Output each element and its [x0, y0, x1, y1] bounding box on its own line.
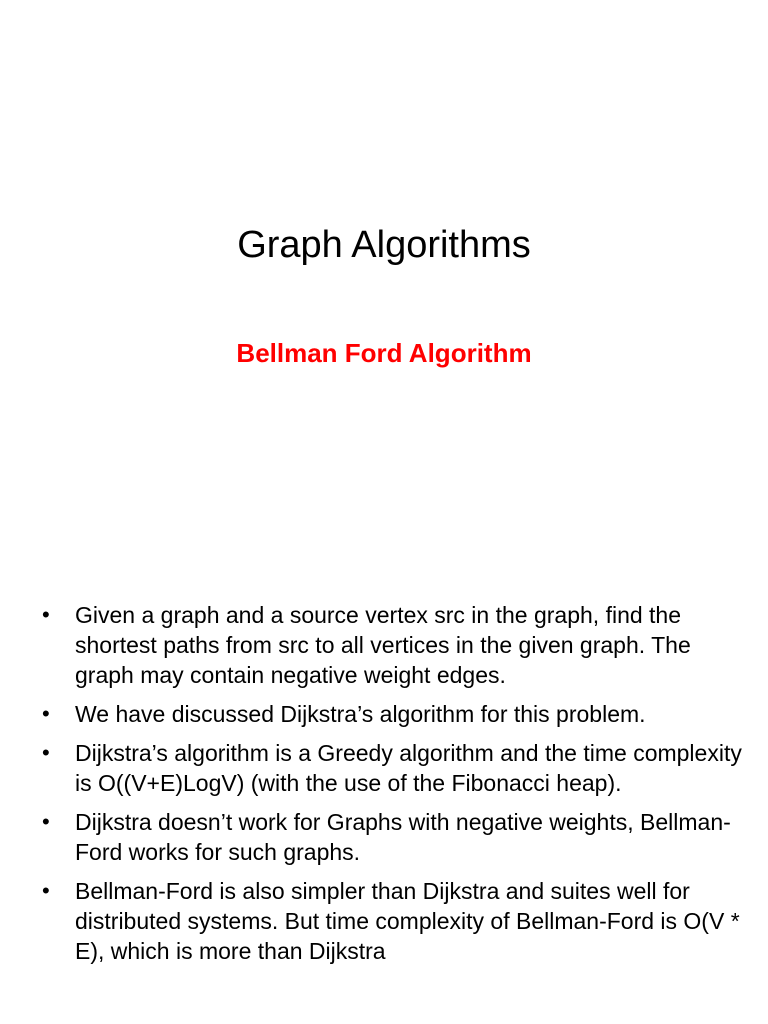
bullet-text: Dijkstra doesn’t work for Graphs with negative weights, Bellman-Ford works for such graphs.	[75, 809, 731, 865]
bullet-item	[42, 876, 742, 966]
bullet-text: Dijkstra’s algorithm is a Greedy algorithm and the time complexity is O((V+E)LogV) (with the use of the Fibonacci heap).	[75, 740, 742, 796]
bullet-item	[42, 738, 742, 798]
slide-subtitle: Bellman Ford Algorithm	[236, 338, 532, 368]
bullet-text: Bellman-Ford is also simpler than Dijkstra and suites well for distributed systems. But time complexity of Bellman-Ford is O(V * E), which is more than Dijkstra	[75, 878, 740, 964]
bullet-item	[42, 699, 742, 729]
bullet-dot-icon: •	[42, 740, 50, 765]
bullet-dot-icon: •	[42, 602, 50, 627]
bullet-item	[42, 600, 742, 690]
bullet-dot-icon: •	[42, 701, 50, 726]
slide-title: Graph Algorithms	[237, 224, 531, 266]
bullet-text: Given a graph and a source vertex src in the graph, find the shortest paths from src to all vertices in the given graph. The graph may contain negative weight edges.	[75, 602, 691, 688]
bullet-item	[42, 807, 742, 867]
bullet-dot-icon: •	[42, 809, 50, 834]
bullet-text: We have discussed Dijkstra’s algorithm for this problem.	[75, 701, 646, 727]
bullet-dot-icon: •	[42, 878, 50, 903]
bullet-list	[42, 600, 742, 975]
